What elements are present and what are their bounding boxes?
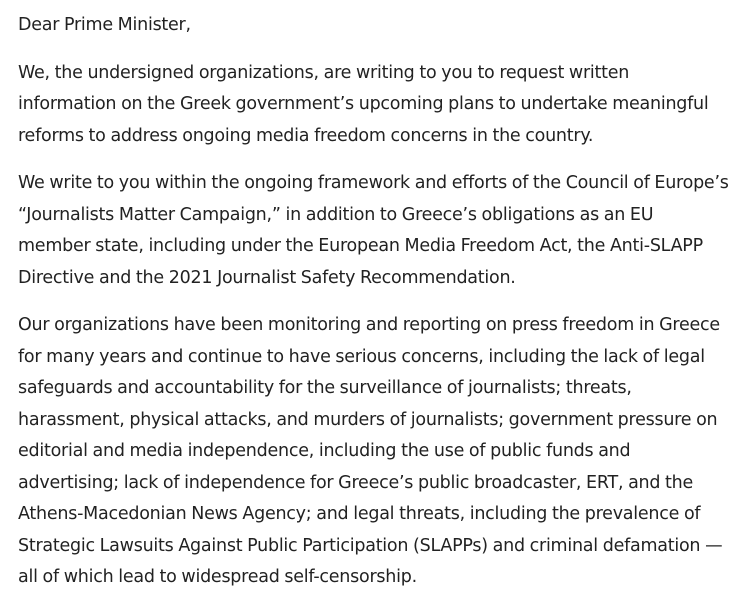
paragraph-framework: We write to you within the ongoing framework and efforts of the Council of Europe’s “Journalists Matter Campaign,” in addition to Greece’s obligations as an EU member state, including under the European Media Freedom Act, the Anti-SLAPP Directive and the 2021 Journalist Safety Recommendation. xyxy=(18,173,729,288)
paragraph-request: We, the undersigned organizations, are writing to you to request written information on the Greek government’s upcoming plans to undertake meaningful reforms to address ongoing media freedom concerns in the country. xyxy=(18,62,709,146)
paragraph-concerns: Our organizations have been monitoring and reporting on press freedom in Greece for many years and continue to have serious concerns, including the lack of legal safeguards and accountability for the surveillance of journalists; threats, harassment, physical attacks, and murders of journalists; government pressure on editorial and media independence, including the use of public funds and advertising; lack of independence for Greece’s public broadcaster, ERT, and the Athens-Macedonian News Agency; and legal threats, including the prevalence of Strategic Lawsuits Against Public Participation (SLAPPs) and criminal defamation — all of which lead to widespread self-censorship. xyxy=(18,315,723,587)
salutation: Dear Prime Minister, xyxy=(18,15,191,35)
letter-body xyxy=(18,10,730,594)
